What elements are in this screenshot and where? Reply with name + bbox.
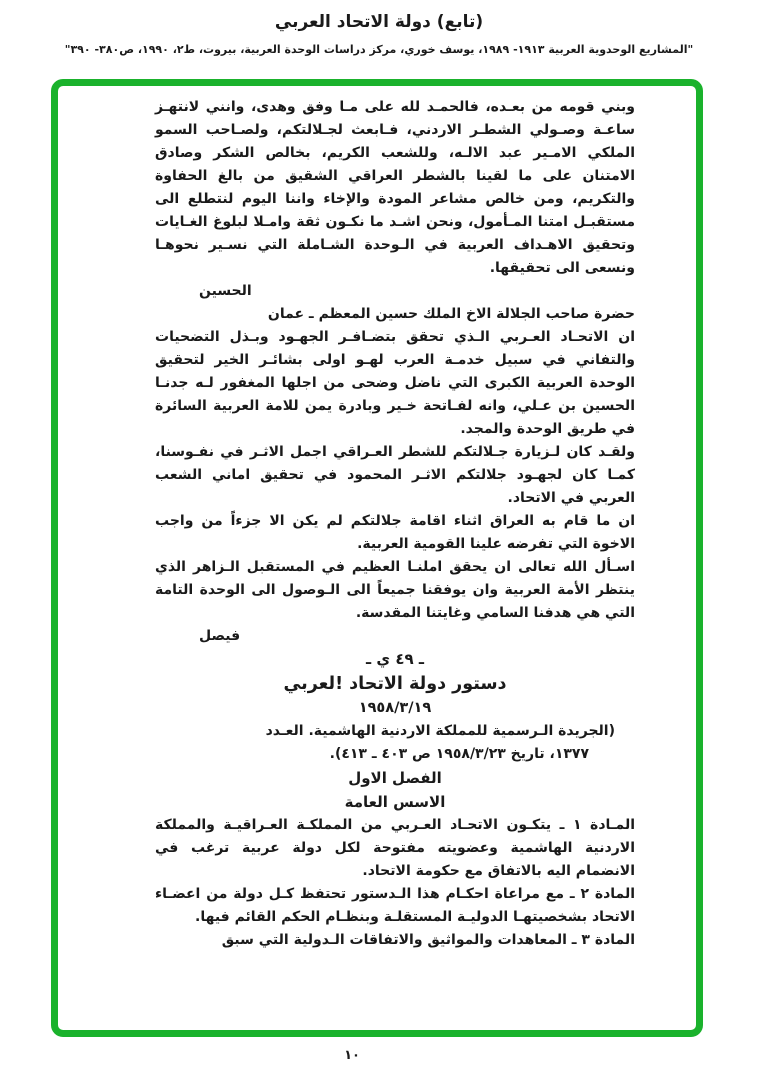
gazette-reference-line2: ١٣٧٧، تاريخ ١٩٥٨/٣/٢٣ ص ٤٠٣ ـ ٤١٣). bbox=[329, 746, 589, 762]
letter-paragraph-visit: ولقـد كان لـزيارة جـلالتكم للشطر العـراقي اجمل الاثـر في نفـوسنا، كمـا كان لجهـود جلالتكم الاثـر المحمود في تحقيق اماني الشعب العربي في الاتحاد. bbox=[155, 444, 635, 506]
letter-paragraph-union: ان الاتحـاد العـربي الـذي تحقق بتضـافـر الجهـود وبـذل التضحيات والتفاني في سبيل خدمـة العرب لهـو اولى بشائـر الخير لتحقيق الوحدة العربية الكبرى التي ناضل وضحى من اجلها المغفور لـه جدنـا الحسين بن عـلي، وانه لفـاتحة خـير وبادرة يمن للامة العربية السائرة في طريق الوحدة والمجد. bbox=[155, 329, 635, 437]
signature-faisal: فيصل bbox=[199, 628, 241, 644]
article-1: المـادة ١ ـ يتكـون الاتحـاد العـربي من المملكـة العـراقيـة والمملكة الاردنية الهاشمية وعضويته مفتوحة لكل دولة عربية ترغب في الانضمام اليه بالاتفاق مع حكومة الاتحاد. bbox=[155, 817, 635, 879]
signature-hussein: الحسين bbox=[199, 283, 252, 299]
page-header bbox=[0, 12, 758, 56]
content-border-frame bbox=[51, 79, 703, 1037]
letter-body bbox=[58, 86, 696, 1030]
page-number: ١٠ bbox=[344, 1048, 360, 1063]
source-citation: "المشاريع الوحدوية العربية ١٩١٣- ١٩٨٩، يوسف خوري، مركز دراسات الوحدة العربية، بيروت، ط٢، ١٩٩٠، ص٣٨٠- ٣٩٠" bbox=[64, 43, 694, 56]
gazette-reference-line1: (الجريدة الـرسمية للمملكة الاردنية الهاشمية. العـدد bbox=[265, 723, 615, 739]
article-2: المادة ٢ ـ مع مراعاة احكـام هذا الـدستور تحتفظ كـل دولة من اعضـاء الاتحاد بشخصيتهـا الدوليـة المستقلـة وبنظـام الحكم القائم فيها. bbox=[155, 886, 635, 925]
letter-paragraph-duty: ان ما قام به العراق اثناء اقامة جلالتكم لم يكن الا جزءاً من واجب الاخوة التي تفرضه علينا القومية العربية. bbox=[155, 513, 635, 552]
page-header-title: (تابع) دولة الاتحاد العربي bbox=[274, 12, 484, 32]
constitution-title: دستور دولة الاتحاد !لعربي bbox=[283, 674, 507, 694]
letter-paragraph-prayer: اسـأل الله تعالى ان يحقق املنـا العظيم في المستقبل الـزاهر الذي ينتظر الأمة العربية وان يوفقنا جميعاً الى الـوصول الى الوحدة التامة التي هي هدفنا السامي وغايتنا المقدسة. bbox=[155, 559, 635, 621]
document-number-heading: ـ ٤٩ ي ـ bbox=[366, 650, 424, 668]
constitution-date: ١٩٥٨/٣/١٩ bbox=[358, 700, 432, 716]
article-3: المادة ٣ ـ المعاهدات والمواثيق والاتفاقات الـدولية التي سبق bbox=[221, 932, 635, 948]
chapter-heading: الفصل الاول bbox=[348, 769, 442, 787]
letter-paragraph-continuation: وبني قومه من بعـده، فالحمـد لله على مـا وفق وهدى، وانني لانتهـز ساعـة وصـولي الشطـر الاردني، فـابعث لجـلالتكم، ولصـاحب السمو الملكي الامـير عبد الالـه، وللشعب الكريم، بخالص الشكر وصادق الامتنان على ما لقينا بالشطر العراقي الشقيق من بالغ الحفاوة والتكريم، ومن خالص مشاعر المودة والإخاء واننا اليوم لنتطلع الى مستقبـل امتنا المـأمول، ونحن اشـد ما نكـون ثقة وامـلا لبلوغ الغـايات وتحقيق الاهـداف العربية في الـوحدة الشـاملة التي نسـير نحوهـا ونسعى الى تحقيقها. bbox=[155, 99, 635, 276]
section-heading: الاسس العامة bbox=[344, 793, 446, 811]
salutation-line: حضرة صاحب الجلالة الاخ الملك حسين المعظم ـ عمان bbox=[267, 306, 635, 322]
